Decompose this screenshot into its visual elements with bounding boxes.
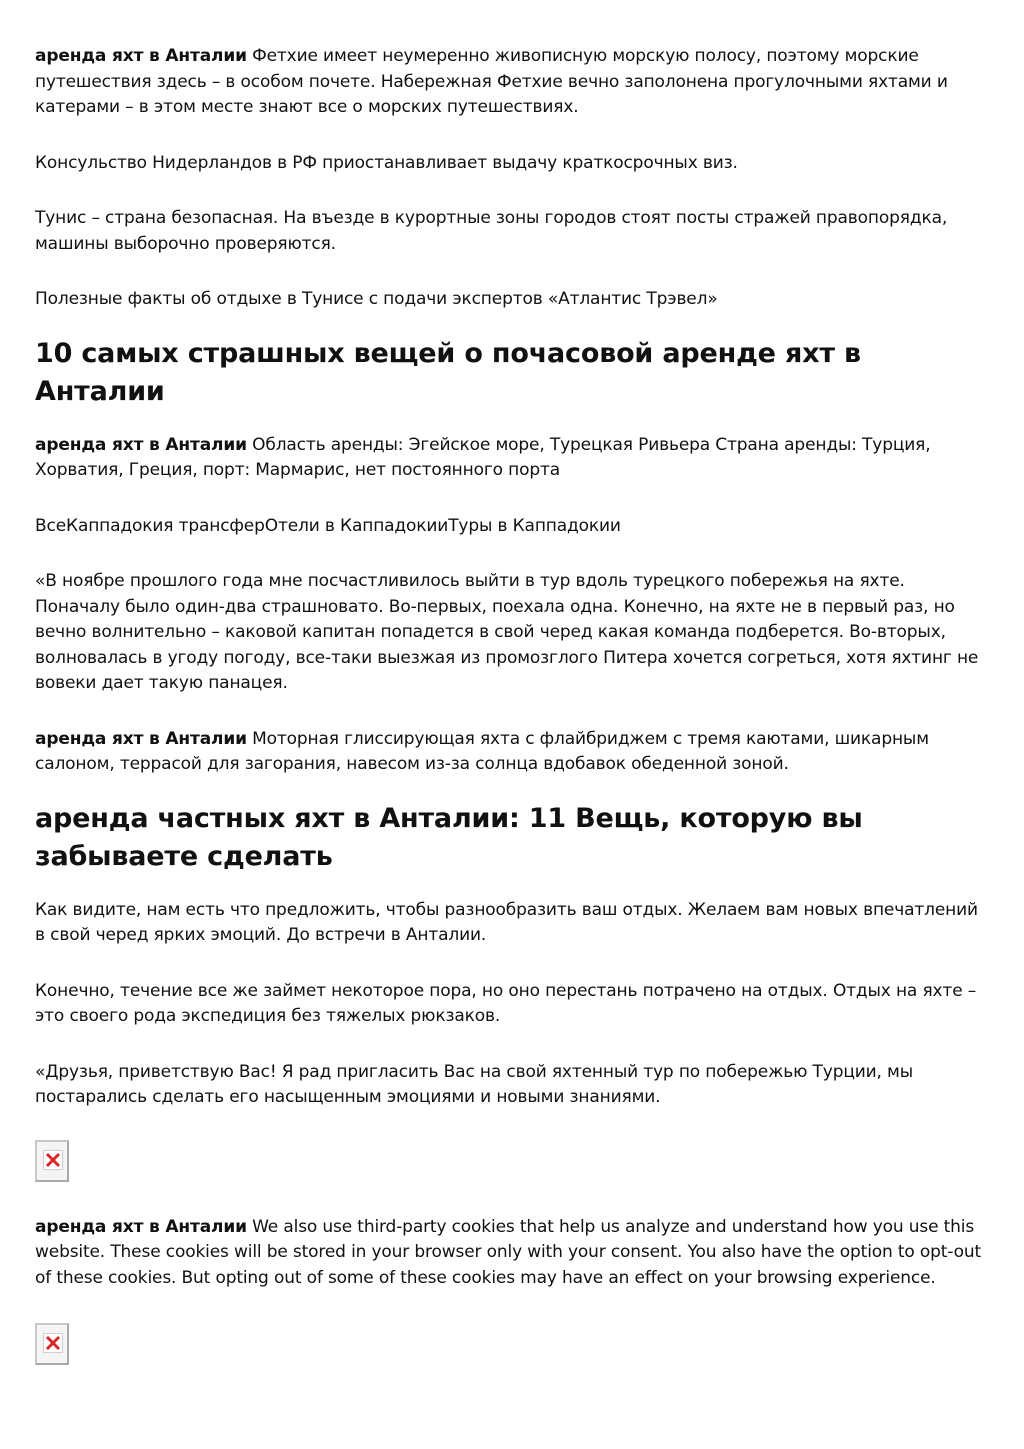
paragraph-consulate: Консульство Нидерландов в РФ приостанавливает выдачу краткосрочных виз. <box>35 152 738 173</box>
broken-image-icon <box>43 1333 63 1353</box>
heading-scary-things: 10 самых страшных вещей о почасовой аренде яхт в Анталии <box>35 337 861 407</box>
broken-image-icon <box>43 1150 63 1170</box>
article-body <box>35 44 990 1365</box>
paragraph-tunisia-facts: Полезные факты об отдыхе в Тунисе с подачи экспертов «Атлантис Трэвел» <box>35 289 718 309</box>
paragraph-text: We also use third-party cookies that help us analyze and understand how you use this website. These cookies will be stored in your browser only with your consent. You also have the option to opt-out of these cookies. But opting out of some of these cookies may have an effect on your browsing experience. <box>35 1216 982 1288</box>
paragraph-cookies <box>35 1215 990 1292</box>
paragraph-text: Моторная глиссирующая яхта с флайбриджем с тремя каютами, шикарным салоном, террасой для загорания, навесом из-за солнца вдобавок обеденной зоной. <box>35 728 929 774</box>
paragraph-tunisia-safety: Тунис – страна безопасная. На въезде в курортные зоны городов стоят посты стражей правопорядка, машины выборочно проверяются. <box>35 208 948 254</box>
paragraph-november-tour: «В ноябре прошлого года мне посчастливилось выйти в тур вдоль турецкого побережья на яхте. Поначалу было один-два страшновато. Во-первых, поехала одна. Конечно, на яхте не в первый раз, но вечно волнительно – каковой капитан попадется в свой черед какая команда подберется. Во-вторых, волновалась в угоду погоду, все-таки выезжая из промозглого Питера хочется согреться, хотя яхтинг не вовеки дает такую панацея. <box>35 571 979 693</box>
keyword-bold: аренда яхт в Анталии <box>35 728 247 749</box>
keyword-bold: аренда яхт в Анталии <box>35 1216 247 1237</box>
paragraph-offer: Как видите, нам есть что предложить, чтобы разнообразить ваш отдых. Желаем вам новых впечатлений в свой черед ярких эмоций. До встречи в Анталии. <box>35 899 978 945</box>
keyword-bold: аренда яхт в Анталии <box>35 46 247 66</box>
heading-private-yachts: аренда частных яхт в Анталии: 11 Вещь, которую вы забываете сделать <box>35 802 863 872</box>
keyword-bold: аренда яхт в Анталии <box>35 434 247 455</box>
paragraph-text: Фетхие имеет неумеренно живописную морскую полосу, поэтому морские путешествия здесь – в особом почете. Набережная Фетхие вечно заполонена прогулочными яхтами и катерами – в этом месте знают все о морских путешествиях. <box>35 46 948 117</box>
paragraph-rental-area <box>35 433 990 484</box>
paragraph-journey: Конечно, течение все же займет некоторое пора, но оно перестань потрачено на отдых. Отдых на яхте – это своего рода экспедиция без тяжелых рюкзаков. <box>35 980 977 1026</box>
paragraph-fethiye <box>35 44 990 121</box>
paragraph-motor-yacht <box>35 727 990 778</box>
broken-image <box>35 1140 69 1182</box>
paragraph-cappadocia: ВсеКаппадокия трансферОтели в КаппадокииТуры в Каппадокии <box>35 515 621 536</box>
broken-image <box>35 1323 69 1365</box>
paragraph-text: Область аренды: Эгейское море, Турецкая Ривьера Страна аренды: Турция, Хорватия, Греция, порт: Мармарис, нет постоянного порта <box>35 434 931 480</box>
paragraph-invitation: «Друзья, приветствую Вас! Я рад пригласить Вас на свой яхтенный тур по побережью Турции, мы постарались сделать его насыщенным эмоциями и новыми знаниями. <box>35 1061 914 1107</box>
